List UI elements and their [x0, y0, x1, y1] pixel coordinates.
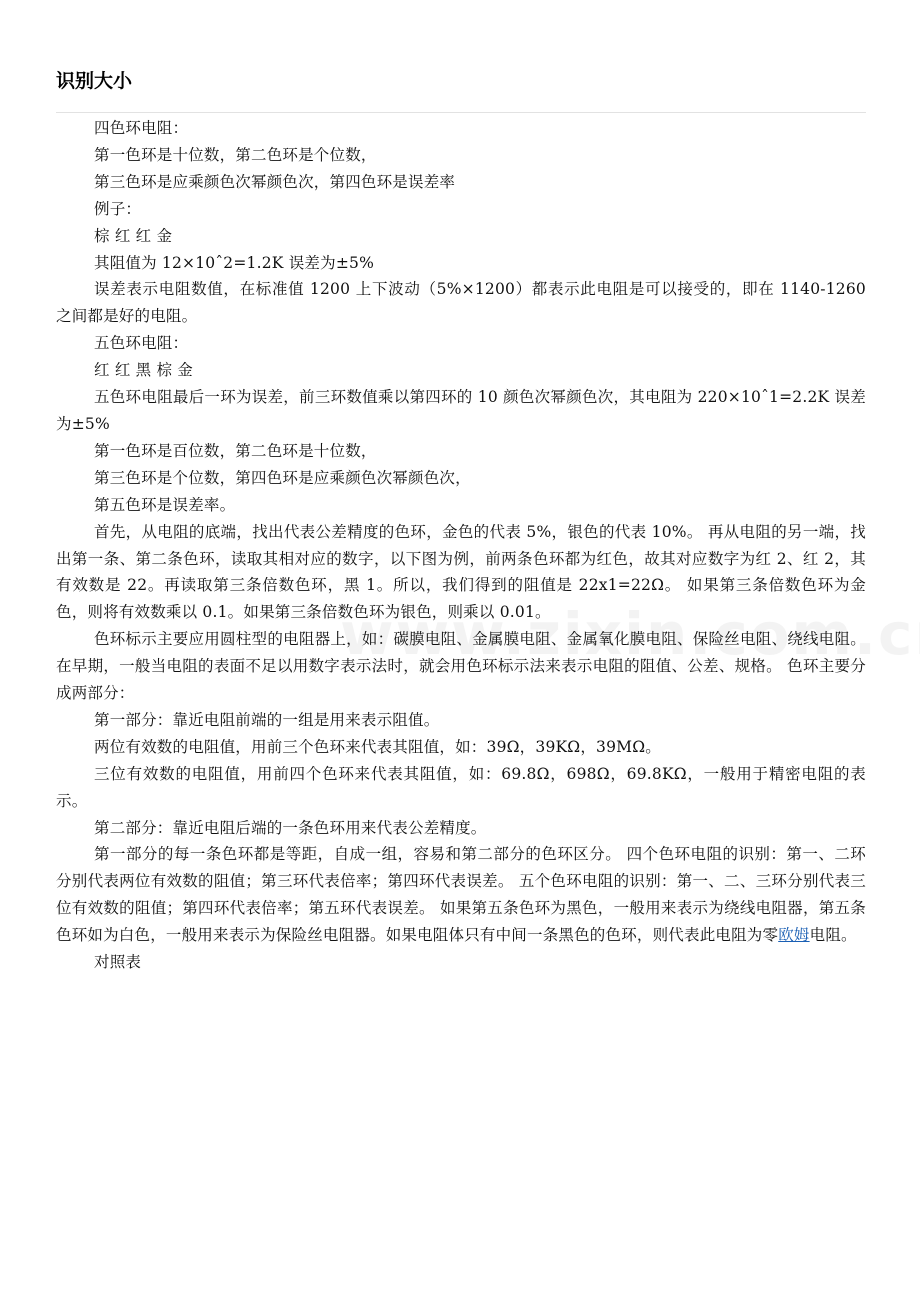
paragraph-with-link	[56, 841, 866, 949]
paragraph: 三位有效数的电阻值，用前四个色环来代表其阻值，如：69.8Ω，698Ω，69.8KΩ，一般用于精密电阻的表示。	[56, 764, 866, 810]
paragraph: 红 红 黑 棕 金	[94, 361, 194, 380]
paragraph: 第二部分：靠近电阻后端的一条色环用来代表公差精度。	[94, 818, 487, 837]
paragraph: 首先，从电阻的底端，找出代表公差精度的色环，金色的代表 5%，银色的代表 10%。 再从电阻的另一端，找出第一条、第二条色环，读取其相对应的数字，以下图为例，前两条色环都为红色，故其对应数字为红 2、红 2，其有效数是 22。再读取第三条倍数色环，黑 1。所以，我们得到的阻值是 22x1=22Ω。 如果第三条倍数色环为金色，则将有效数乘以 0.1。如果第三条倍数色环为银色，则乘以 0.01。	[56, 522, 866, 622]
paragraph: 两位有效数的电阻值，用前三个色环来代表其阻值，如：39Ω，39KΩ，39MΩ。	[94, 737, 661, 756]
paragraph: 例子：	[94, 199, 142, 218]
paragraph-text: 第一部分的每一条色环都是等距，自成一组，容易和第二部分的色环区分。 四个色环电阻的识别：第一、二环分别代表两位有效数的阻值；第三环代表倍率；第四环代表误差。 五个色环电阻的识别：第一、二、三环分别代表三位有效数的阻值；第四环代表倍率；第五环代表误差。 如果第五条色环为黑色，一般用来表示为绕线电阻器，第五条色环如为白色，一般用来表示为保险丝电阻器。如果电阻体只有中间一条黑色的色环，则代表此电阻为零	[56, 845, 866, 945]
title-divider	[56, 112, 866, 113]
paragraph: 四色环电阻：	[94, 119, 189, 137]
paragraph: 第一色环是百位数，第二色环是十位数，	[94, 441, 377, 460]
paragraph: 第一部分：靠近电阻前端的一组是用来表示阻值。	[94, 710, 440, 729]
paragraph: 其阻值为 12×10ˆ2=1.2K 误差为±5%	[94, 253, 374, 272]
paragraph: 第五色环是误差率。	[94, 495, 236, 514]
paragraph: 五色环电阻最后一环为误差，前三环数值乘以第四环的 10 颜色次幂颜色次，其电阻为 220×10ˆ1=2.2K 误差为±5%	[56, 388, 866, 433]
paragraph: 棕 红 红 金	[94, 226, 173, 245]
page-title: 识别大小	[56, 70, 133, 92]
paragraph: 误差表示电阻数值，在标准值 1200 上下波动（5%×1200）都表示此电阻是可以接受的，即在 1140-1260 之间都是好的电阻。	[56, 280, 866, 326]
paragraph: 五色环电阻：	[94, 334, 189, 353]
ohm-link[interactable]: 欧姆	[778, 926, 810, 945]
paragraph: 色环标示主要应用圆柱型的电阻器上，如：碳膜电阻、金属膜电阻、金属氧化膜电阻、保险丝电阻、绕线电阻。 在早期，一般当电阻的表面不足以用数字表示法时，就会用色环标示法来表示电阻的阻值、公差、规格。 色环主要分成两部分：	[56, 630, 866, 703]
document-page	[56, 0, 866, 976]
paragraph: 第三色环是应乘颜色次幂颜色次，第四色环是误差率	[94, 172, 456, 191]
paragraph: 第三色环是个位数，第四色环是应乘颜色次幂颜色次，	[94, 468, 471, 487]
article-body	[56, 115, 866, 976]
table-heading: 对照表	[94, 953, 142, 972]
paragraph: 第一色环是十位数，第二色环是个位数，	[94, 145, 377, 164]
paragraph-text: 电阻。	[809, 926, 857, 945]
